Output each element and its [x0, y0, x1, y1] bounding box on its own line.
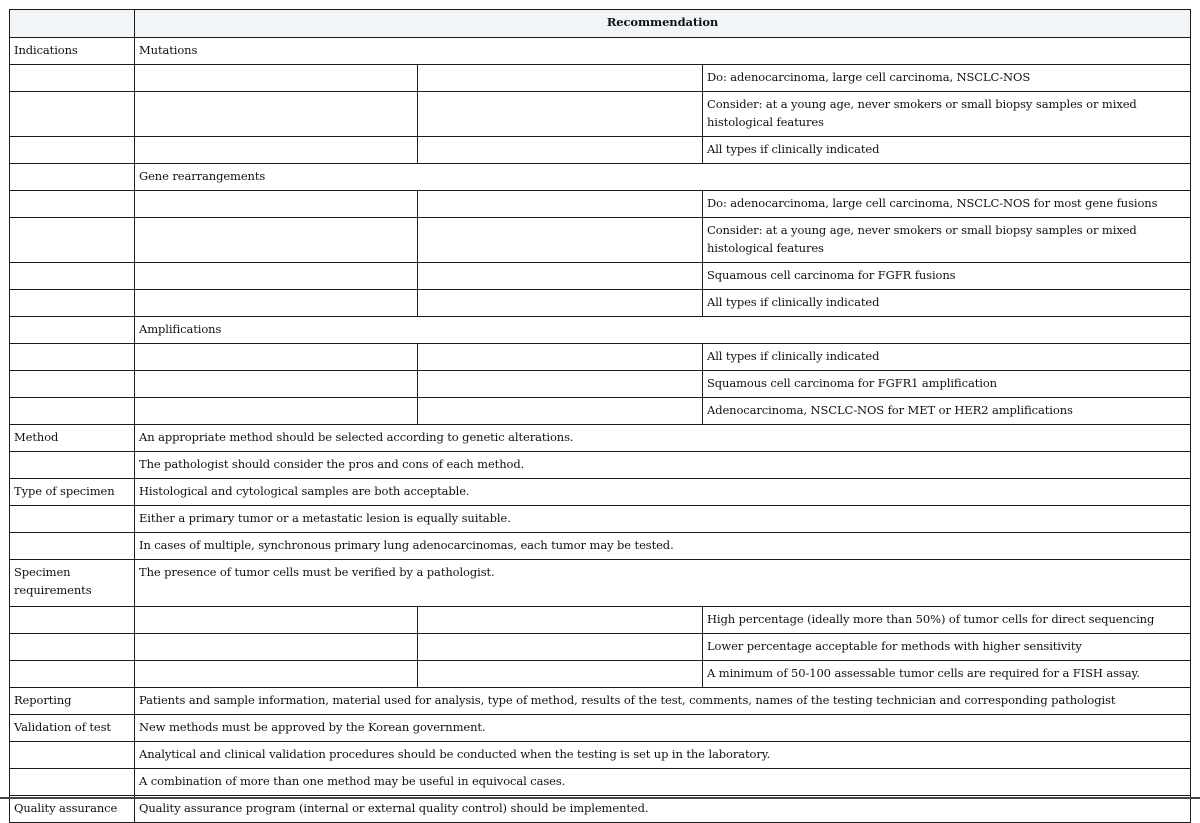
- detail-cell: Consider: at a young age, never smokers or small biopsy samples or mixed histological features: [703, 218, 1191, 263]
- table-row: [10, 38, 1191, 65]
- row-label-cell: [10, 533, 135, 560]
- row-label-cell: [10, 452, 135, 479]
- detail-cell: Squamous cell carcinoma for FGFR1 amplification: [703, 371, 1191, 398]
- row-label-cell: [10, 263, 135, 290]
- table-row: [10, 317, 1191, 344]
- empty-cell: [418, 137, 703, 164]
- detail-cell: Adenocarcinoma, NSCLC-NOS for MET or HER2 amplifications: [703, 398, 1191, 425]
- table-row: [10, 533, 1191, 560]
- table-row: [10, 506, 1191, 533]
- empty-cell: [418, 191, 703, 218]
- table-row: [10, 715, 1191, 742]
- header-corner-cell: [10, 10, 135, 38]
- detail-cell: All types if clinically indicated: [703, 344, 1191, 371]
- empty-cell: [418, 661, 703, 688]
- empty-cell: [135, 344, 418, 371]
- empty-cell: [135, 290, 418, 317]
- row-label-cell: [10, 398, 135, 425]
- empty-cell: [418, 92, 703, 137]
- table-row: [10, 742, 1191, 769]
- table-row: [10, 560, 1191, 607]
- empty-cell: [135, 92, 418, 137]
- recommendation-cell: Mutations: [135, 38, 1191, 65]
- empty-cell: [418, 607, 703, 634]
- row-label-cell: [10, 344, 135, 371]
- table-row: [10, 92, 1191, 137]
- table-row: [10, 344, 1191, 371]
- recommendation-cell: Patients and sample information, material used for analysis, type of method, results of the test, comments, names of the testing technician and corresponding pathologist: [135, 688, 1191, 715]
- row-label-cell: [10, 769, 135, 796]
- recommendation-cell: Histological and cytological samples are both acceptable.: [135, 479, 1191, 506]
- row-label-cell: [10, 607, 135, 634]
- empty-cell: [135, 191, 418, 218]
- row-label-cell: Indications: [10, 38, 135, 65]
- detail-cell: All types if clinically indicated: [703, 290, 1191, 317]
- recommendation-cell: New methods must be approved by the Korean government.: [135, 715, 1191, 742]
- row-label-cell: [10, 634, 135, 661]
- recommendation-cell: In cases of multiple, synchronous primary lung adenocarcinomas, each tumor may be tested.: [135, 533, 1191, 560]
- recommendation-cell: The pathologist should consider the pros and cons of each method.: [135, 452, 1191, 479]
- empty-cell: [135, 634, 418, 661]
- recommendation-cell: Quality assurance program (internal or external quality control) should be implemented.: [135, 796, 1191, 823]
- recommendation-header: Recommendation: [135, 10, 1191, 38]
- empty-cell: [418, 65, 703, 92]
- row-label-cell: Specimen requirements: [10, 560, 135, 607]
- empty-cell: [135, 65, 418, 92]
- detail-cell: High percentage (ideally more than 50%) of tumor cells for direct sequencing: [703, 607, 1191, 634]
- recommendation-table: [9, 9, 1191, 823]
- table-row: [10, 452, 1191, 479]
- row-label-cell: [10, 65, 135, 92]
- table-row: [10, 796, 1191, 823]
- detail-cell: Squamous cell carcinoma for FGFR fusions: [703, 263, 1191, 290]
- detail-cell: Do: adenocarcinoma, large cell carcinoma, NSCLC-NOS for most gene fusions: [703, 191, 1191, 218]
- table-row: [10, 263, 1191, 290]
- row-label-cell: [10, 371, 135, 398]
- row-label-cell: [10, 137, 135, 164]
- table-row: [10, 137, 1191, 164]
- detail-cell: Do: adenocarcinoma, large cell carcinoma, NSCLC-NOS: [703, 65, 1191, 92]
- recommendation-cell: An appropriate method should be selected according to genetic alterations.: [135, 425, 1191, 452]
- table-row: [10, 191, 1191, 218]
- table-body: [10, 38, 1191, 823]
- table-row: [10, 769, 1191, 796]
- table-row: [10, 164, 1191, 191]
- empty-cell: [418, 398, 703, 425]
- empty-cell: [135, 218, 418, 263]
- row-label-cell: [10, 164, 135, 191]
- table-row: [10, 290, 1191, 317]
- empty-cell: [135, 398, 418, 425]
- empty-cell: [135, 137, 418, 164]
- recommendation-cell: A combination of more than one method may be useful in equivocal cases.: [135, 769, 1191, 796]
- recommendation-cell: Gene rearrangements: [135, 164, 1191, 191]
- empty-cell: [418, 263, 703, 290]
- detail-cell: A minimum of 50-100 assessable tumor cells are required for a FISH assay.: [703, 661, 1191, 688]
- empty-cell: [135, 263, 418, 290]
- row-label-cell: Quality assurance: [10, 796, 135, 823]
- table-row: [10, 661, 1191, 688]
- table-row: [10, 65, 1191, 92]
- row-label-cell: Reporting: [10, 688, 135, 715]
- row-label-cell: [10, 290, 135, 317]
- empty-cell: [418, 634, 703, 661]
- detail-cell: Consider: at a young age, never smokers or small biopsy samples or mixed histological features: [703, 92, 1191, 137]
- row-label-cell: [10, 191, 135, 218]
- recommendation-cell: The presence of tumor cells must be verified by a pathologist.: [135, 560, 1191, 607]
- table-row: [10, 479, 1191, 506]
- header-row: [10, 10, 1191, 38]
- table-row: [10, 425, 1191, 452]
- table-row: [10, 398, 1191, 425]
- table-row: [10, 218, 1191, 263]
- empty-cell: [418, 371, 703, 398]
- empty-cell: [418, 344, 703, 371]
- empty-cell: [135, 661, 418, 688]
- empty-cell: [418, 290, 703, 317]
- row-label-cell: [10, 317, 135, 344]
- recommendation-cell: Amplifications: [135, 317, 1191, 344]
- bottom-rule: [0, 797, 1200, 799]
- recommendation-cell: Analytical and clinical validation procedures should be conducted when the testing is set up in the laboratory.: [135, 742, 1191, 769]
- table-row: [10, 371, 1191, 398]
- table-row: [10, 634, 1191, 661]
- row-label-cell: Method: [10, 425, 135, 452]
- empty-cell: [135, 607, 418, 634]
- empty-cell: [418, 218, 703, 263]
- table-row: [10, 607, 1191, 634]
- detail-cell: All types if clinically indicated: [703, 137, 1191, 164]
- row-label-cell: [10, 92, 135, 137]
- row-label-cell: [10, 506, 135, 533]
- table-row: [10, 688, 1191, 715]
- row-label-cell: Type of specimen: [10, 479, 135, 506]
- row-label-cell: Validation of test: [10, 715, 135, 742]
- row-label-cell: [10, 218, 135, 263]
- row-label-cell: [10, 742, 135, 769]
- row-label-cell: [10, 661, 135, 688]
- recommendation-cell: Either a primary tumor or a metastatic lesion is equally suitable.: [135, 506, 1191, 533]
- empty-cell: [135, 371, 418, 398]
- detail-cell: Lower percentage acceptable for methods with higher sensitivity: [703, 634, 1191, 661]
